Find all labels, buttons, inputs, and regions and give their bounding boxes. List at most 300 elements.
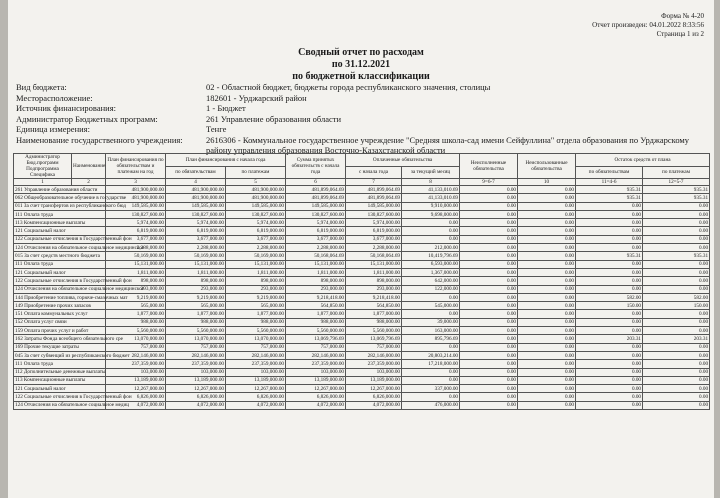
amount-cell: 642,000.00 — [402, 277, 460, 285]
row-classification: 122 Социальные отчисления в Государственный фон — [15, 236, 132, 243]
amount-cell: 163,000.00 — [402, 327, 460, 335]
amount-cell: 2,288,000.00 — [286, 244, 346, 252]
amount-cell: 293,000.00 — [166, 285, 226, 293]
amount-cell: 0.00 — [576, 260, 643, 268]
col-balance-payments: по платежам — [643, 166, 710, 179]
amount-cell: 0.00 — [643, 376, 710, 384]
row-classification: 113 Компенсационные выплаты — [14, 376, 106, 384]
amount-cell: 4,072,000.00 — [226, 401, 286, 409]
amount-cell: 582.00 — [576, 293, 643, 301]
amount-cell: 0.00 — [518, 252, 576, 260]
row-classification: 159 Оплата прочих услуг и работ — [14, 327, 106, 335]
amount-cell: 0.00 — [643, 310, 710, 318]
table-row — [14, 376, 710, 384]
amount-cell: 13,189,000.00 — [286, 376, 346, 384]
amount-cell: 0.00 — [460, 186, 518, 194]
amount-cell: 6,826,000.00 — [166, 393, 226, 401]
amount-cell: 895,796.69 — [402, 335, 460, 343]
amount-cell: 0.00 — [460, 277, 518, 285]
amount-cell: 0.00 — [576, 277, 643, 285]
column-index: 5 — [226, 179, 286, 186]
amount-cell: 565,000.00 — [106, 302, 166, 310]
meta-label: Администратор Бюджетных программ: — [16, 113, 158, 124]
amount-cell: 0.00 — [460, 351, 518, 359]
amount-cell: 481,900,000.00 — [226, 194, 286, 202]
amount-cell: 13,189,000.00 — [226, 376, 286, 384]
amount-cell: 582.00 — [643, 293, 710, 301]
amount-cell: 337,000.00 — [402, 385, 460, 393]
amount-cell: 20,803,214.00 — [402, 351, 460, 359]
column-index: 7 — [346, 179, 402, 186]
row-classification: 162 Затраты Фонда всеобщего обязательного сре — [15, 335, 123, 342]
amount-cell: 0.00 — [460, 260, 518, 268]
col-paid-month: за текущий месяц — [402, 166, 460, 179]
amount-cell: 12,267,000.00 — [106, 385, 166, 393]
amount-cell: 282,146,000.00 — [286, 351, 346, 359]
meta-value: 2616306 - Коммунальное государственное учреждение "Средняя школа-сад имени Сейфуллина" отдела образования по Урджарскому району управления образования Восточно-Казахстанской области — [206, 134, 690, 155]
row-classification: 112 Дополнительные денежные выплаты — [15, 369, 106, 376]
amount-cell: 0.00 — [402, 393, 460, 401]
amount-cell: 481,900,000.00 — [106, 194, 166, 202]
amount-cell: 0.00 — [518, 302, 576, 310]
amount-cell: 0.00 — [643, 351, 710, 359]
amount-cell: 6,819,000.00 — [106, 227, 166, 235]
amount-cell: 0.00 — [576, 210, 643, 218]
column-index-row — [14, 179, 710, 186]
row-classification: 124 Отчисления на обязательное социальное медицинское — [15, 286, 145, 293]
table-row — [14, 310, 710, 318]
amount-cell: 0.00 — [460, 235, 518, 243]
amount-cell: 149,585,000.00 — [346, 202, 402, 210]
amount-cell: 0.00 — [518, 202, 576, 210]
row-classification: 111 Оплата труда — [14, 210, 106, 218]
amount-cell: 6,819,000.00 — [166, 227, 226, 235]
table-row — [14, 260, 710, 268]
amount-cell: 1,367,000.00 — [402, 268, 460, 276]
amount-cell: 149,585,000.00 — [286, 202, 346, 210]
amount-cell: 9,218,418.00 — [286, 293, 346, 301]
amount-cell: 12,267,000.00 — [226, 385, 286, 393]
table-row — [14, 194, 710, 202]
amount-cell: 41,133,010.69 — [402, 186, 460, 194]
table-row — [14, 385, 710, 393]
column-index: 8 — [402, 179, 460, 186]
amount-cell: 6,819,000.00 — [346, 227, 402, 235]
amount-cell: 203.31 — [643, 335, 710, 343]
amount-cell: 0.00 — [518, 327, 576, 335]
amount-cell: 757,000.00 — [226, 343, 286, 351]
amount-cell: 103,000.00 — [166, 368, 226, 376]
amount-cell: 0.00 — [518, 268, 576, 276]
amount-cell: 103,000.00 — [226, 368, 286, 376]
meta-row — [16, 124, 706, 135]
amount-cell: 481,899,064.69 — [286, 194, 346, 202]
column-index: 4 — [166, 179, 226, 186]
row-classification: 144 Приобретение топлива, горюче-смазочных мат — [15, 294, 128, 301]
amount-cell: 0.00 — [518, 219, 576, 227]
amount-cell: 149,585,000.00 — [226, 202, 286, 210]
amount-cell: 0.00 — [460, 376, 518, 384]
amount-cell: 1,811,000.00 — [106, 268, 166, 276]
column-index: 12=5-7 — [643, 179, 710, 186]
amount-cell: 0.00 — [576, 368, 643, 376]
table-row — [14, 277, 710, 285]
report-parameters — [16, 82, 706, 156]
amount-cell: 757,000.00 — [346, 343, 402, 351]
amount-cell: 1,877,000.00 — [346, 310, 402, 318]
col-name: Наименование — [72, 154, 106, 179]
amount-cell: 898,000.00 — [346, 277, 402, 285]
amount-cell: 0.00 — [518, 360, 576, 368]
amount-cell: 0.00 — [576, 219, 643, 227]
table-row — [14, 401, 710, 409]
amount-cell: 0.00 — [402, 343, 460, 351]
amount-cell: 282,146,000.00 — [166, 351, 226, 359]
amount-cell: 0.00 — [460, 285, 518, 293]
meta-value: 1 - Бюджет — [206, 103, 246, 113]
report-date: по 31.12.2021 — [331, 59, 391, 70]
amount-cell: 935.31 — [643, 186, 710, 194]
table-row — [14, 351, 710, 359]
amount-cell: 103,000.00 — [106, 368, 166, 376]
amount-cell: 988,000.00 — [346, 318, 402, 326]
amount-cell: 0.00 — [643, 360, 710, 368]
table-row — [14, 360, 710, 368]
amount-cell: 757,000.00 — [166, 343, 226, 351]
meta-row — [16, 103, 706, 114]
amount-cell: 1,811,000.00 — [226, 268, 286, 276]
amount-cell: 481,899,064.69 — [346, 186, 402, 194]
row-classification: 015 За счет средств местного бюджета — [14, 252, 106, 260]
amount-cell: 0.00 — [576, 235, 643, 243]
amount-cell: 0.00 — [576, 343, 643, 351]
row-classification: 122 Социальные отчисления в Государственный фон — [15, 277, 132, 284]
amount-cell: 9,218,418.00 — [346, 293, 402, 301]
amount-cell: 0.00 — [518, 194, 576, 202]
amount-cell: 1,877,000.00 — [286, 310, 346, 318]
amount-cell: 935.31 — [643, 252, 710, 260]
amount-cell: 2,288,000.00 — [346, 244, 402, 252]
table-row — [14, 244, 710, 252]
amount-cell: 4,072,000.00 — [106, 401, 166, 409]
amount-cell: 237,359,000.00 — [166, 360, 226, 368]
amount-cell: 481,899,064.69 — [286, 186, 346, 194]
amount-cell: 0.00 — [518, 227, 576, 235]
amount-cell: 0.00 — [643, 401, 710, 409]
amount-cell: 0.00 — [643, 285, 710, 293]
row-classification: 111 Оплата труда — [14, 360, 106, 368]
amount-cell: 1,811,000.00 — [346, 268, 402, 276]
amount-cell: 13,070,000.00 — [226, 335, 286, 343]
amount-cell: 0.00 — [576, 393, 643, 401]
amount-cell: 5,974,000.00 — [106, 219, 166, 227]
meta-value: 02 - Областной бюджет, бюджеты города республиканского значения, столицы — [206, 82, 491, 92]
amount-cell: 565,000.00 — [166, 302, 226, 310]
amount-cell: 0.00 — [643, 219, 710, 227]
amount-cell: 898,000.00 — [166, 277, 226, 285]
amount-cell: 0.00 — [576, 285, 643, 293]
report-page — [8, 0, 714, 498]
amount-cell: 41,133,010.69 — [402, 194, 460, 202]
table-row — [14, 186, 710, 194]
amount-cell: 0.00 — [460, 293, 518, 301]
table-row — [14, 285, 710, 293]
amount-cell: 9,219,000.00 — [226, 293, 286, 301]
row-classification: 149 Приобретение прочих запасов — [14, 302, 106, 310]
amount-cell: 293,000.00 — [106, 285, 166, 293]
amount-cell: 0.00 — [460, 393, 518, 401]
row-classification: 121 Социальный налог — [14, 227, 106, 235]
amount-cell: 4,072,000.00 — [346, 401, 402, 409]
meta-row — [16, 82, 706, 93]
amount-cell: 0.00 — [460, 210, 518, 218]
row-classification: 045 За счет субвенций из республиканского бюджет — [15, 352, 130, 359]
amount-cell: 3,677,000.00 — [166, 235, 226, 243]
amount-cell: 5,560,000.00 — [226, 327, 286, 335]
amount-cell: 988,000.00 — [166, 318, 226, 326]
amount-cell: 0.00 — [643, 235, 710, 243]
amount-cell: 12,267,000.00 — [166, 385, 226, 393]
amount-cell: 564,850.00 — [286, 302, 346, 310]
amount-cell: 481,899,064.69 — [346, 194, 402, 202]
amount-cell: 150.00 — [576, 302, 643, 310]
table-row — [14, 210, 710, 218]
amount-cell: 103,000.00 — [346, 368, 402, 376]
table-row — [14, 393, 710, 401]
amount-cell: 3,677,000.00 — [106, 235, 166, 243]
amount-cell: 50,168,064.69 — [286, 252, 346, 260]
amount-cell: 9,219,000.00 — [166, 293, 226, 301]
amount-cell: 0.00 — [518, 235, 576, 243]
amount-cell: 0.00 — [518, 310, 576, 318]
amount-cell: 130,827,600.00 — [286, 210, 346, 218]
amount-cell: 0.00 — [576, 327, 643, 335]
amount-cell: 130,827,600.00 — [106, 210, 166, 218]
amount-cell: 0.00 — [643, 368, 710, 376]
amount-cell: 0.00 — [643, 210, 710, 218]
amount-cell: 0.00 — [576, 360, 643, 368]
amount-cell: 0.00 — [460, 385, 518, 393]
amount-cell: 0.00 — [643, 343, 710, 351]
amount-cell: 0.00 — [402, 235, 460, 243]
amount-cell: 12,267,000.00 — [346, 385, 402, 393]
amount-cell: 0.00 — [460, 343, 518, 351]
amount-cell: 0.00 — [518, 376, 576, 384]
amount-cell: 149,585,000.00 — [166, 202, 226, 210]
table-row — [14, 368, 710, 376]
table-row — [14, 302, 710, 310]
amount-cell: 0.00 — [402, 310, 460, 318]
amount-cell: 6,819,000.00 — [226, 227, 286, 235]
amount-cell: 3,677,000.00 — [226, 235, 286, 243]
amount-cell: 0.00 — [643, 393, 710, 401]
report-produced: Отчет произведен: 04.01.2022 8:33:56 — [592, 21, 704, 29]
amount-cell: 0.00 — [518, 343, 576, 351]
amount-cell: 5,560,000.00 — [346, 327, 402, 335]
amount-cell: 0.00 — [643, 227, 710, 235]
amount-cell: 0.00 — [643, 244, 710, 252]
row-classification: 151 Оплата коммунальных услуг — [14, 310, 106, 318]
table-row — [14, 335, 710, 343]
amount-cell: 293,000.00 — [226, 285, 286, 293]
amount-cell: 13,189,000.00 — [106, 376, 166, 384]
amount-cell: 50,169,000.00 — [226, 252, 286, 260]
amount-cell: 4,072,000.00 — [166, 401, 226, 409]
table-row — [14, 202, 710, 210]
amount-cell: 103,000.00 — [286, 368, 346, 376]
amount-cell: 481,900,000.00 — [106, 186, 166, 194]
meta-label: Единица измерения: — [16, 124, 90, 134]
amount-cell: 6,826,000.00 — [106, 393, 166, 401]
table-row — [14, 343, 710, 351]
amount-cell: 0.00 — [576, 376, 643, 384]
amount-cell: 0.00 — [576, 202, 643, 210]
amount-cell: 237,359,000.00 — [286, 360, 346, 368]
amount-cell: 0.00 — [460, 268, 518, 276]
amount-cell: 15,131,000.00 — [226, 260, 286, 268]
amount-cell: 1,811,000.00 — [166, 268, 226, 276]
amount-cell: 203.31 — [576, 335, 643, 343]
amount-cell: 0.00 — [460, 194, 518, 202]
col-accepted: Сумма принятых обязательств с начала года — [286, 154, 346, 179]
row-classification: 121 Социальный налог — [14, 385, 106, 393]
amount-cell: 39,000.00 — [402, 318, 460, 326]
amount-cell: 50,168,064.69 — [346, 252, 402, 260]
amount-cell: 1,877,000.00 — [106, 310, 166, 318]
amount-cell: 0.00 — [576, 268, 643, 276]
amount-cell: 130,827,600.00 — [226, 210, 286, 218]
amount-cell: 2,288,000.00 — [166, 244, 226, 252]
amount-cell: 545,000.00 — [402, 302, 460, 310]
amount-cell: 282,146,000.00 — [226, 351, 286, 359]
meta-label: Месторасположение: — [16, 92, 93, 103]
amount-cell: 565,000.00 — [226, 302, 286, 310]
amount-cell: 5,974,000.00 — [226, 219, 286, 227]
column-index: 10 — [518, 179, 576, 186]
table-row — [14, 235, 710, 243]
amount-cell: 15,131,000.00 — [106, 260, 166, 268]
amount-cell: 935.31 — [643, 194, 710, 202]
amount-cell: 50,169,000.00 — [166, 252, 226, 260]
amount-cell: 0.00 — [518, 368, 576, 376]
amount-cell: 282,146,000.00 — [346, 351, 402, 359]
row-classification: 011 За счет трансфертов из республиканского бюд — [15, 203, 126, 210]
col-paid-from-start: с начала года — [346, 166, 402, 179]
amount-cell: 0.00 — [576, 385, 643, 393]
table-row — [14, 252, 710, 260]
amount-cell: 0.00 — [402, 368, 460, 376]
amount-cell: 9,698,000.00 — [402, 210, 460, 218]
page-number: Страница 1 из 2 — [656, 30, 704, 38]
amount-cell: 10,419,796.69 — [402, 252, 460, 260]
amount-cell: 564,850.00 — [346, 302, 402, 310]
amount-cell: 5,560,000.00 — [166, 327, 226, 335]
amount-cell: 15,131,000.00 — [286, 260, 346, 268]
amount-cell: 0.00 — [576, 310, 643, 318]
amount-cell: 0.00 — [460, 318, 518, 326]
amount-cell: 212,000.00 — [402, 244, 460, 252]
amount-cell: 988,000.00 — [106, 318, 166, 326]
amount-cell: 0.00 — [576, 318, 643, 326]
amount-cell: 0.00 — [576, 227, 643, 235]
amount-cell: 0.00 — [402, 219, 460, 227]
meta-label: Наименование государственного учреждения: — [16, 134, 183, 145]
amount-cell: 13,189,000.00 — [166, 376, 226, 384]
amount-cell: 0.00 — [518, 244, 576, 252]
meta-label: Вид бюджета: — [16, 82, 67, 92]
amount-cell: 0.00 — [643, 202, 710, 210]
amount-cell: 0.00 — [518, 335, 576, 343]
row-classification: 124 Отчисления на обязательное социальное медицинское — [15, 244, 145, 251]
amount-cell: 237,359,000.00 — [346, 360, 402, 368]
amount-cell: 1,811,000.00 — [286, 268, 346, 276]
amount-cell: 481,900,000.00 — [166, 186, 226, 194]
column-index: 3 — [106, 179, 166, 186]
amount-cell: 0.00 — [643, 327, 710, 335]
amount-cell: 5,560,000.00 — [106, 327, 166, 335]
row-classification: 113 Компенсационные выплаты — [14, 219, 106, 227]
amount-cell: 898,000.00 — [226, 277, 286, 285]
col-paid: Оплаченные обязательства — [346, 154, 460, 167]
amount-cell: 0.00 — [460, 252, 518, 260]
amount-cell: 5,560,000.00 — [286, 327, 346, 335]
amount-cell: 9,910,000.00 — [402, 202, 460, 210]
amount-cell: 476,000.00 — [402, 401, 460, 409]
col-plan-obligations: по обязательствам — [166, 166, 226, 179]
amount-cell: 757,000.00 — [106, 343, 166, 351]
amount-cell: 282,146,000.00 — [106, 351, 166, 359]
amount-cell: 0.00 — [402, 293, 460, 301]
amount-cell: 17,218,000.00 — [402, 360, 460, 368]
amount-cell: 988,000.00 — [286, 318, 346, 326]
report-title: Сводный отчет по расходам — [298, 47, 424, 58]
amount-cell: 898,000.00 — [106, 277, 166, 285]
amount-cell: 0.00 — [518, 351, 576, 359]
column-index: 2 — [72, 179, 106, 186]
table-row — [14, 327, 710, 335]
row-classification: 122 Социальные отчисления в Государственный фон — [15, 394, 132, 401]
amount-cell: 0.00 — [643, 385, 710, 393]
meta-row — [16, 114, 706, 125]
col-plan-period: План финансирования с начала года — [166, 154, 286, 167]
amount-cell: 0.00 — [460, 310, 518, 318]
amount-cell: 130,827,600.00 — [346, 210, 402, 218]
amount-cell: 50,169,000.00 — [106, 252, 166, 260]
amount-cell: 0.00 — [460, 335, 518, 343]
amount-cell: 0.00 — [518, 401, 576, 409]
amount-cell: 130,827,600.00 — [166, 210, 226, 218]
row-classification: 111 Оплата труда — [14, 260, 106, 268]
meta-label: Источник финансирования: — [16, 103, 116, 113]
amount-cell: 15,131,000.00 — [346, 260, 402, 268]
row-classification: 062 Общеобразовательное обучение в государстве — [15, 194, 127, 201]
amount-cell: 5,974,000.00 — [166, 219, 226, 227]
table-row — [14, 219, 710, 227]
amount-cell: 6,826,000.00 — [226, 393, 286, 401]
amount-cell: 988,000.00 — [226, 318, 286, 326]
amount-cell: 0.00 — [460, 219, 518, 227]
amount-cell: 0.00 — [576, 244, 643, 252]
amount-cell: 0.00 — [460, 327, 518, 335]
column-index: 9=6-7 — [460, 179, 518, 186]
amount-cell: 122,000.00 — [402, 285, 460, 293]
amount-cell: 0.00 — [460, 368, 518, 376]
form-number: Форма № 4-20 — [661, 12, 704, 20]
amount-cell: 757,000.00 — [286, 343, 346, 351]
row-classification: 169 Прочие текущие затраты — [14, 343, 106, 351]
amount-cell: 2,288,000.00 — [106, 244, 166, 252]
amount-cell: 6,593,000.00 — [402, 260, 460, 268]
